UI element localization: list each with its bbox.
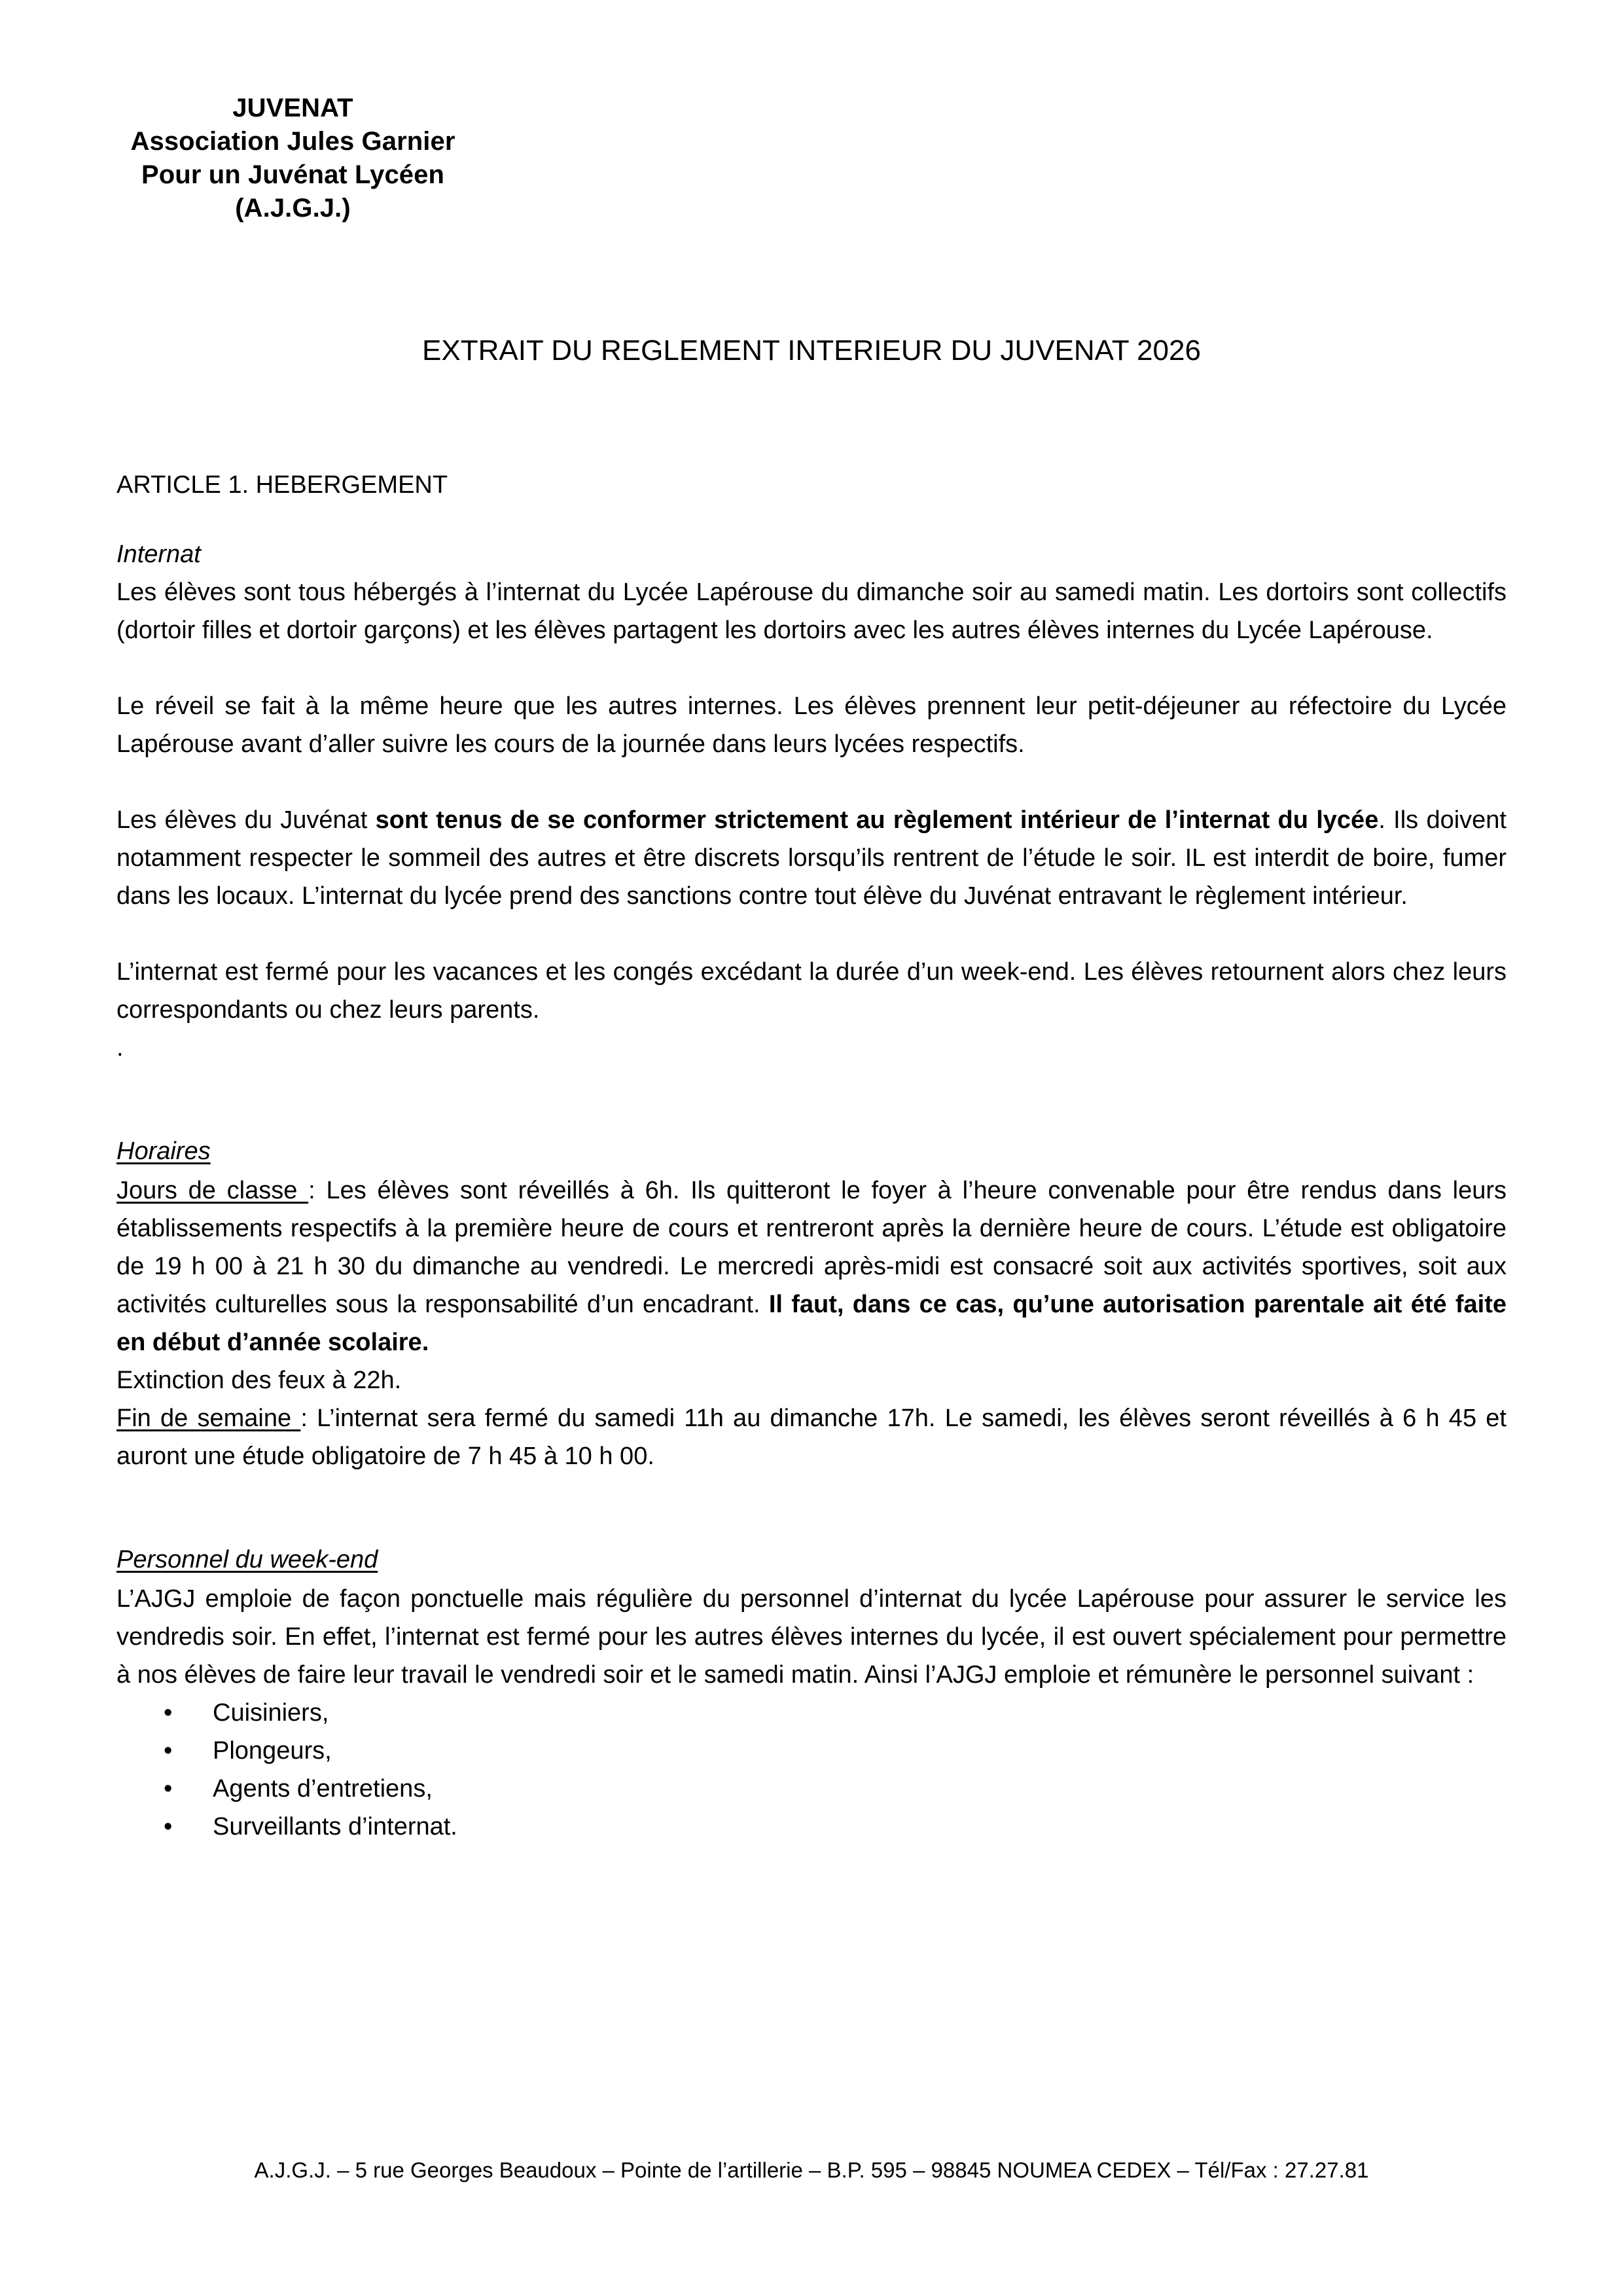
internat-heading-row (116, 535, 1507, 573)
personnel-heading-row (116, 1541, 1507, 1580)
spacer (116, 1067, 1507, 1132)
list-item (116, 1732, 1507, 1770)
internat-paragraph-1: Les élèves sont tous hébergés à l’internat du Lycée Lapérouse du dimanche soir au samedi matin. Les dortoirs sont collectifs (dortoir filles et dortoir garçons) et les élèves partagent les dortoirs avec les autres élèves internes du Lycée Lapérouse. (116, 579, 1507, 644)
letterhead-block (115, 92, 471, 225)
document-body (116, 466, 1507, 1846)
list-item (116, 1808, 1507, 1846)
internat-stray-period: . (116, 1034, 124, 1062)
horaires-heading: Horaires (116, 1138, 211, 1165)
list-item (116, 1770, 1507, 1808)
bullet-icon: • (164, 1737, 173, 1765)
list-item-label: Agents d’entretiens, (213, 1775, 433, 1803)
bullet-icon: • (164, 1699, 173, 1727)
internat-paragraph-4: L’internat est fermé pour les vacances et les congés excédant la durée d’un week-end. Les élèves retournent alors chez leurs correspondants ou chez leurs parents. (116, 958, 1507, 1024)
bullet-icon: • (164, 1813, 173, 1840)
internat-paragraph-3 (116, 801, 1507, 915)
horaires-jours-de-classe-paragraph (116, 1172, 1507, 1361)
personnel-week-end-heading: Personnel du week-end (116, 1546, 378, 1573)
document-title: EXTRAIT DU REGLEMENT INTERIEUR DU JUVENAT 2026 (422, 334, 1201, 367)
letterhead-line-4: (A.J.G.J.) (235, 194, 351, 223)
fin-de-semaine-text: : L’internat sera fermé du samedi 11h au dimanche 17h. Le samedi, les élèves seront réveillés à 6 h 45 et auront une étude obligatoire de 7 h 45 à 10 h 00. (116, 1405, 1507, 1470)
internat-p3-emphasis: sont tenus de se conformer strictement au règlement intérieur de l’internat du lycée (375, 806, 1379, 834)
letterhead-line-1: JUVENAT (232, 94, 353, 122)
list-item-label: Surveillants d’internat. (213, 1813, 457, 1840)
page-footer: A.J.G.J. – 5 rue Georges Beaudoux – Pointe de l’artillerie – B.P. 595 – 98845 NOUMEA CEDEX – Tél/Fax : 27.27.81 (254, 2158, 1369, 2182)
bullet-icon: • (164, 1775, 173, 1803)
list-item-label: Plongeurs, (213, 1737, 332, 1765)
letterhead-line-2: Association Jules Garnier (130, 127, 455, 156)
internat-p3-lead: Les élèves du Juvénat (116, 806, 376, 834)
jours-de-classe-emphasis: Il faut, dans ce cas, qu’une autorisation parentale ait été faite en début d’année scolaire. (116, 1291, 1507, 1356)
spacer (116, 915, 1507, 953)
staff-list (116, 1694, 1507, 1846)
internat-paragraph-2: Le réveil se fait à la même heure que les autres internes. Les élèves prennent leur petit-déjeuner au réfectoire du Lycée Lapérouse avant d’aller suivre les cours de la journée dans leurs lycées respectifs. (116, 692, 1507, 758)
letterhead-line-3: Pour un Juvénat Lycéen (141, 160, 445, 189)
spacer (116, 1475, 1507, 1541)
article-1-heading: ARTICLE 1. HEBERGEMENT (116, 471, 448, 499)
fin-de-semaine-label: Fin de semaine (116, 1405, 301, 1432)
horaires-heading-row (116, 1132, 1507, 1172)
jours-de-classe-label: Jours de classe (116, 1177, 309, 1204)
spacer (116, 763, 1507, 801)
list-item (116, 1694, 1507, 1732)
personnel-paragraph-1: L’AJGJ emploie de façon ponctuelle mais régulière du personnel d’internat du lycée Lapérouse pour assurer le service les vendredis soir. En effet, l’internat est fermé pour les autres élèves internes du lycée, il est ouvert spécialement pour permettre à nos élèves de faire leur travail le vendredi soir et le samedi matin. Ainsi l’AJGJ emploie et rémunère le personnel suivant : (116, 1585, 1507, 1689)
internat-p3-rest: . Ils doivent notamment respecter le sommeil des autres et être discrets lorsqu’ils rentrent de l’étude le soir. IL est interdit de boire, fumer dans les locaux. L’internat du lycée prend des sanctions contre tout élève du Juvénat entravant le règlement intérieur. (116, 806, 1507, 910)
list-item-label: Cuisiniers, (213, 1699, 329, 1727)
extinction-des-feux-line: Extinction des feux à 22h. (116, 1367, 402, 1394)
spacer (116, 649, 1507, 687)
fin-de-semaine-paragraph (116, 1399, 1507, 1475)
jours-de-classe-text: : Les élèves sont réveillés à 6h. Ils quitteront le foyer à l’heure convenable pour être rendus dans leurs établissements respectifs à la première heure de cours et rentreront après la dernière heure de cours. L’étude est obligatoire de 19 h 00 à 21 h 30 du dimanche au vendredi. Le mercredi après-midi est consacré soit aux activités sportives, soit aux activités culturelles sous la responsabilité d’un encadrant. (116, 1177, 1507, 1318)
internat-heading: Internat (116, 541, 201, 568)
